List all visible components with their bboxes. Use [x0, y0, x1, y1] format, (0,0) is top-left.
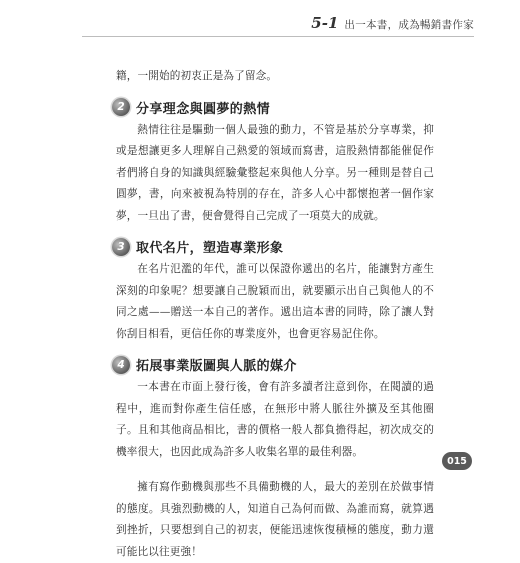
- section-title: 拓展事業版圖與人脈的媒介: [136, 359, 297, 374]
- running-header: [311, 14, 474, 32]
- section-2: [116, 98, 434, 228]
- section-heading: [112, 237, 434, 256]
- page-number-badge: 015: [442, 452, 472, 470]
- section-4: [116, 355, 434, 463]
- section-number-badge: 3: [112, 238, 130, 256]
- closing-paragraph: 擁有寫作動機與那些不具備動機的人，最大的差別在於做事情的態度。具強烈動機的人，知道自己為何而做、為誰而寫，就算遇到挫折，只要想到自己的初衷，便能迅速恢復積極的態度，動力還可能比以往更強！: [116, 481, 434, 558]
- header-divider: [82, 36, 474, 37]
- chapter-title: 出一本書，成為暢銷書作家: [344, 19, 474, 31]
- section-heading: [112, 355, 434, 374]
- intro-paragraph: 籍，一開始的初衷正是為了留念。: [116, 70, 278, 82]
- section-3: [116, 237, 434, 345]
- section-number-badge: 4: [112, 356, 130, 374]
- section-heading: [112, 98, 434, 117]
- section-title: 取代名片，塑造專業形象: [136, 241, 284, 256]
- section-paragraph: 在名片氾濫的年代，誰可以保證你遞出的名片，能讓對方產生深刻的印象呢？想要讓自己脫穎而出，就要顯示出自己與他人的不同之處——贈送一本自己的著作。遞出這本書的同時，除了讓人對你刮目相看，更信任你的專業度外，也會更容易記住你。: [116, 263, 434, 340]
- page-body: [116, 66, 434, 563]
- section-title: 分享理念與圓夢的熱情: [136, 101, 271, 117]
- section-paragraph: 一本書在市面上發行後，會有許多讀者注意到你，在閱讀的過程中，進而對你產生信任感，在無形中將人脈往外擴及至其他圈子。且和其他商品相比，書的價格一般人都負擔得起，初次成交的機率很大，也因此成為許多人收集名單的最佳利器。: [116, 381, 434, 458]
- chapter-number: 5-1: [311, 14, 339, 32]
- section-paragraph: 熱情往往是驅動一個人最強的動力，不管是基於分享專業，抑或是想讓更多人理解自己熱愛的領域而寫書，這股熱情都能催促作者們將自身的知識與經驗彙整起來與他人分享。另一種則是替自己圓夢，書，向來被視為特別的存在，許多人心中都懷抱著一個作家夢，一旦出了書，便會覺得自己完成了一項莫大的成就。: [116, 123, 434, 222]
- section-number-badge: 2: [112, 98, 130, 116]
